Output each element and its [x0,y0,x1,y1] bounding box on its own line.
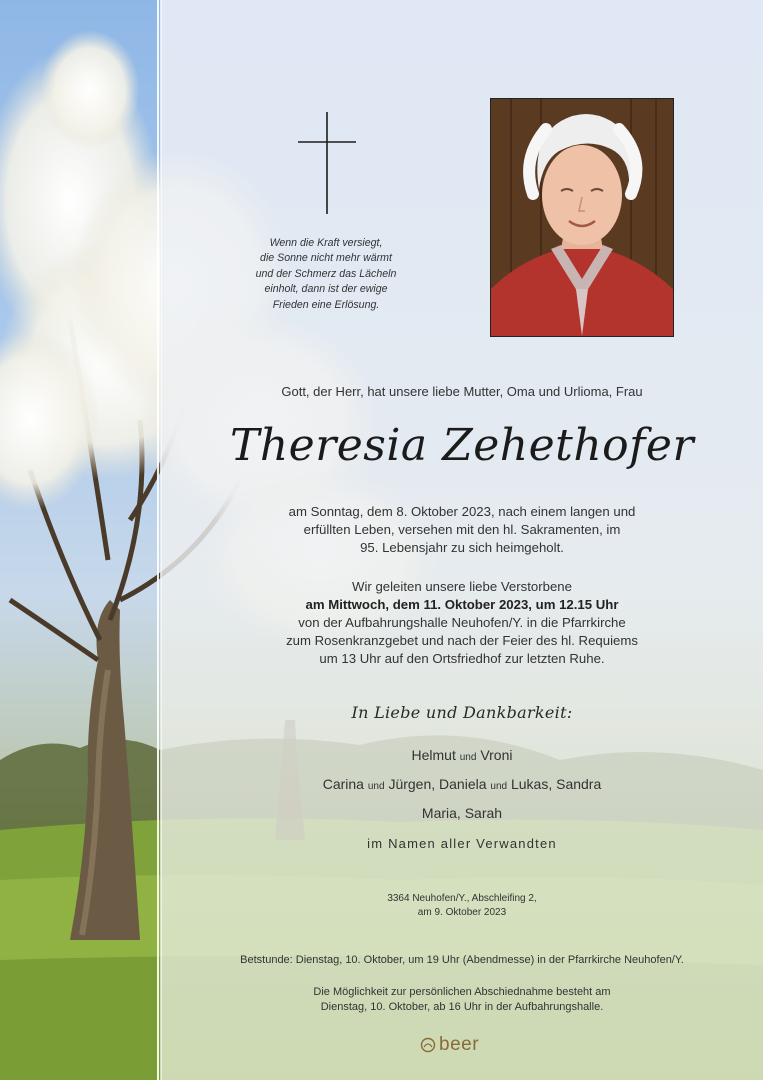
prayer-hour-notice: Betstunde: Dienstag, 10. Oktober, um 19 Uhr (Abendmesse) in der Pfarrkirche Neuhofen/Y. [240,954,684,966]
death-line: am Sonntag, dem 8. Oktober 2023, nach einem langen und [288,504,636,519]
death-line: erfüllten Leben, versehen mit den hl. Sakramenten, im [303,522,621,537]
funeral-line: von der Aufbahrungshalle Neuhofen/Y. in die Pfarrkirche [298,615,626,630]
family-member: Jürgen, Daniela [388,776,487,792]
family-list [162,742,762,826]
logo-text: beer [439,1034,480,1055]
family-conjunction: und [459,752,477,763]
family-member: Carina [322,776,364,792]
family-member: Helmut [411,747,456,763]
funeral-home-logo [420,1033,479,1057]
deceased-name: Theresia Zehethofer [229,420,695,471]
funeral-date: am Mittwoch, dem 11. Oktober 2023, um 12.15 Uhr [305,597,619,612]
address [162,892,762,920]
farewell-line: Dienstag, 10. Oktober, ab 16 Uhr in der Aufbahrungshalle. [320,1001,604,1013]
relatives-line: im Namen aller Verwandten [367,836,557,851]
family-conjunction: und [367,781,385,792]
family-member: Lukas, Sandra [510,776,602,792]
intro-text: Gott, der Herr, hat unsere liebe Mutter, Oma und Urlioma, Frau [281,384,643,399]
farewell-notice [162,985,762,1015]
farewell-line: Die Möglichkeit zur persönlichen Abschiednahme besteht am [313,986,611,998]
poem-line: die Sonne nicht mehr wärmt [260,252,392,265]
portrait-image [491,99,673,336]
family-row: Maria, Sarah [421,805,503,821]
poem [210,236,442,313]
poem-line: Wenn die Kraft versiegt, [269,237,383,249]
poem-line: und der Schmerz das Lächeln [255,267,397,280]
thanks-heading: In Liebe und Dankbarkeit: [351,703,573,722]
family-row [162,771,762,800]
funeral-line: um 13 Uhr auf den Ortsfriedhof zur letzten Ruhe. [319,651,605,666]
death-notice [162,503,762,557]
panel-divider [157,0,159,1080]
address-date: am 9. Oktober 2023 [417,907,507,918]
family-conjunction: und [490,781,508,792]
funeral-notice [162,578,762,668]
family-row [162,742,762,771]
poem-line: Frieden eine Erlösung. [272,298,380,311]
funeral-line: zum Rosenkranzgebet und nach der Feier des hl. Requiems [286,633,638,648]
funeral-line: Wir geleiten unsere liebe Verstorbene [352,579,572,594]
logo-circle-icon [420,1037,436,1053]
death-line: 95. Lebensjahr zu sich heimgeholt. [360,540,564,555]
portrait-photo [490,98,674,337]
poem-line: einholt, dann ist der ewige [264,283,388,296]
cross-icon [298,112,356,214]
family-member: Vroni [480,747,513,763]
address-line: 3364 Neuhofen/Y., Abschleifing 2, [387,893,537,904]
